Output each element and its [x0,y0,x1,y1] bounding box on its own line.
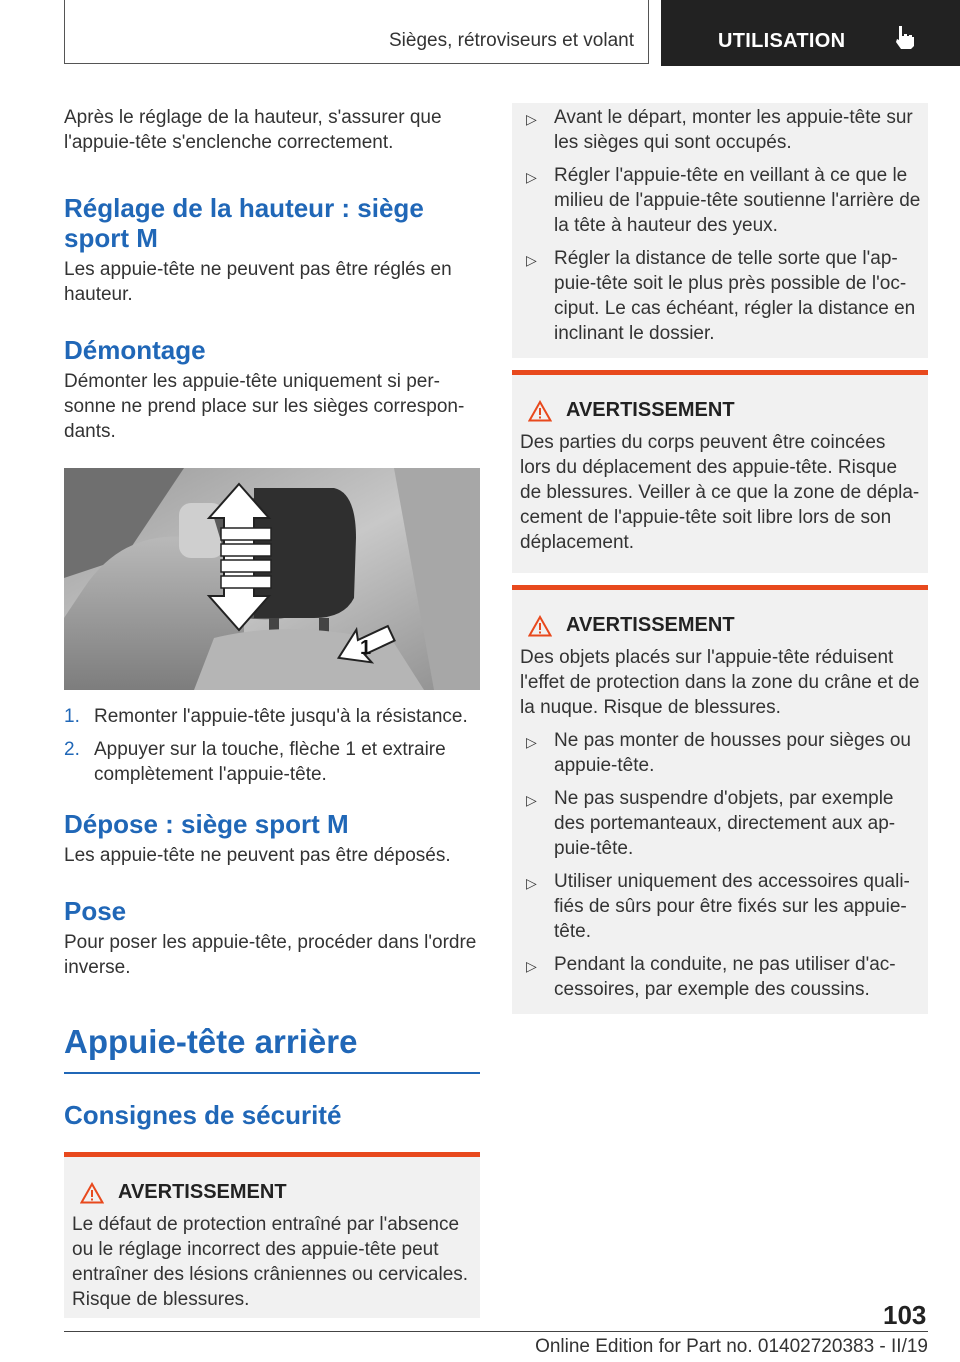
list-item: ▷ Ne pas monter de housses pour sièges ou appuie-tête. [526,730,911,776]
warning-triangle-icon [528,615,552,637]
heading-height-sport: Réglage de la hauteur : siège sport M [64,193,424,253]
list-item: 2. Appuyer sur la touche, flèche 1 et extraire complètement l'appuie-tête. [64,739,446,785]
bullet-triangle-icon: ▷ [526,111,537,127]
paragraph-pose: Pour poser les appuie-tête, procéder dans l'ordre inverse. [64,932,477,978]
bullet-triangle-icon: ▷ [526,875,537,891]
bullet-triangle-icon: ▷ [526,169,537,185]
list-item: ▷ Régler la distance de telle sorte que l'ap-puie-tête soit le plus près possible de l'oc-ciput. Le cas échéant, régler la distance en inclinant le dossier. [526,248,916,344]
right-column [512,103,928,1014]
warning-triangle-icon [528,400,552,422]
intro-paragraph: Après le réglage de la hauteur, s'assurer que l'appuie-tête s'enclenche correctement. [64,107,442,153]
header-chapter-title: UTILISATION [718,30,846,52]
heading-depose: Dépose : siège sport M [64,809,349,839]
warning-triangle-icon [80,1182,104,1204]
warning-box-right-1 [512,370,928,573]
bullet-triangle-icon: ▷ [526,252,537,268]
heading-rear-headrest: Appuie-tête arrière [64,1023,358,1060]
warning-box-left [64,1152,480,1318]
left-column [64,105,480,1318]
heading-safety: Consignes de sécurité [64,1100,342,1130]
header-chapter-box [661,0,960,66]
paragraph-depose: Les appuie-tête ne peuvent pas être déposés. [64,845,451,866]
warning-text: Le défaut de protection entraîné par l'absence ou le réglage incorrect des appuie-tête peut entraîner des lésions crâniennes ou cervicales. Risque de blessures. [72,1214,469,1310]
bullet-triangle-icon: ▷ [526,734,537,750]
heading-pose: Pose [64,896,127,926]
pointing-hand-icon [893,24,917,50]
paragraph-height-sport: Les appuie-tête ne peuvent pas être réglés en hauteur. [64,259,452,305]
headrest-illustration [64,468,480,690]
list-item: ▷ Utiliser uniquement des accessoires quali-fiés de sûrs pour être fixés sur les appuie-tête. [526,871,910,942]
headrest-adjustment-list [512,105,928,346]
photo-callout-label: 1 [360,637,372,659]
warning-title: AVERTISSEMENT [520,614,920,637]
paragraph-demontage: Démonter les appuie-tête uniquement si per-sonne ne prend place sur les sièges correspon-dants. [64,371,465,442]
warning-text: Des objets placés sur l'appuie-tête réduisent l'effet de protection dans la zone du crâne et de la nuque. Risque de blessures. [520,647,920,718]
page-number: 103 [883,1300,927,1330]
list-item: ▷ Pendant la conduite, ne pas utiliser d'ac-cessoires, par exemple des coussins. [526,954,896,1000]
bullet-box [512,103,928,358]
header-section-title: Sièges, rétroviseurs et volant [388,30,634,51]
warning-bullet-list [512,728,920,1002]
headrest-photo [64,468,480,690]
list-item: 1. Remonter l'appuie-tête jusqu'à la résistance. [64,706,468,727]
edition-note: Online Edition for Part no. 01402720383 - II/19 [535,1336,928,1357]
removal-steps-list [64,704,480,787]
footer-divider [64,1331,928,1332]
bullet-triangle-icon: ▷ [526,958,537,974]
warning-title: AVERTISSEMENT [72,1181,472,1204]
bullet-triangle-icon: ▷ [526,792,537,808]
warning-text: Des parties du corps peuvent être coincées lors du déplacement des appuie-tête. Risque de blessures. Veiller à ce que la zone de dépla-cement de l'appuie-tête soit libre lors de son déplacement. [520,432,920,553]
header-section-box [64,0,649,64]
warning-box-right-2 [512,585,928,1014]
list-item: ▷ Avant le départ, monter les appuie-tête sur les sièges qui sont occupés. [526,107,913,153]
warning-title: AVERTISSEMENT [520,399,920,422]
list-item: ▷ Ne pas suspendre d'objets, par exemple des portemanteaux, directement aux ap-puie-tête. [526,788,896,859]
list-item: ▷ Régler l'appuie-tête en veillant à ce que le milieu de l'appuie-tête soutienne l'arrière de la tête à hauteur des yeux. [526,165,921,236]
heading-demontage: Démontage [64,335,206,365]
heading-rule [64,1072,480,1074]
